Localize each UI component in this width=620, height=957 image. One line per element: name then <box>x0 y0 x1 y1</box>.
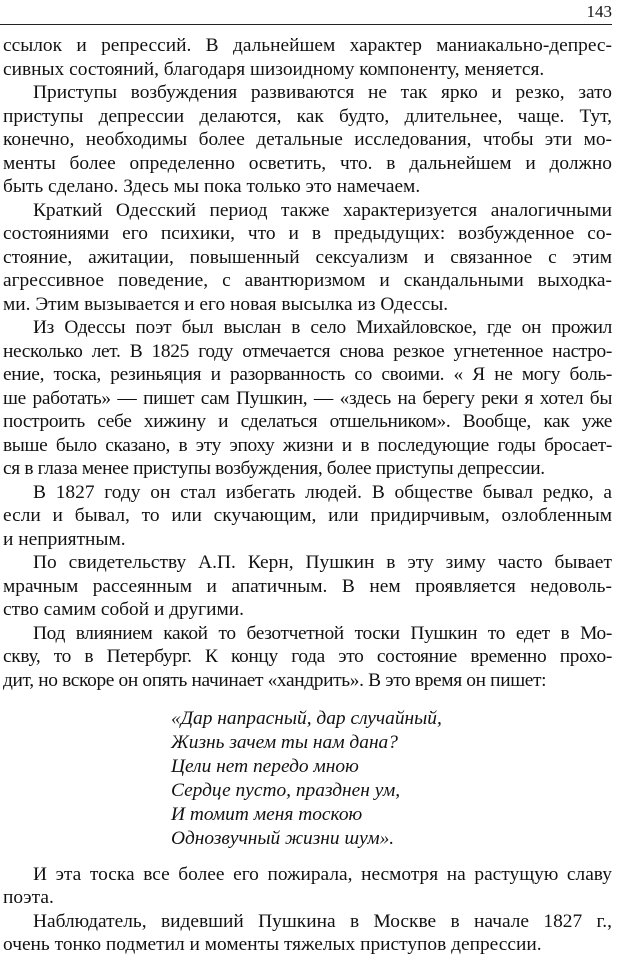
text-line: и неприятным. <box>3 528 126 550</box>
text-line: ше работать» — пишет сам Пушкин, — «здесь на берегу реки я хотел бы <box>3 387 612 409</box>
paragraph <box>3 551 612 622</box>
text-line: приступы депрессии делаются, как будто, длительнее, чаще. Тут, <box>3 105 612 127</box>
paragraph <box>3 910 612 957</box>
text-line: По свидетельству А.П. Керн, Пушкин в эту зиму часто бывает <box>33 552 612 573</box>
text-line: скву, то в Петербург. К концу года это состояние временно прохо- <box>3 646 612 667</box>
poem-line: Сердце пусто, празднен ум, <box>171 780 401 802</box>
text-line: ссылок и репрессий. В дальнейшем характер маниакально-депрес- <box>3 35 612 56</box>
text-line: конечно, необходимы более детальные исследования, чтобы эти мо- <box>3 129 612 150</box>
paragraph <box>3 199 612 317</box>
poem-line: Цели нет передо мною <box>171 756 359 778</box>
paragraph <box>3 622 612 693</box>
paragraph <box>3 863 612 910</box>
paragraph <box>3 481 612 552</box>
text-line: Приступы возбуждения развиваются не так ярко и резко, зато <box>33 82 612 103</box>
text-line: стояние, ажитации, повышенный сексуализм и связанное с этим <box>3 246 612 268</box>
poem-line: «Дар напрасный, дар случайный, <box>171 708 442 729</box>
text-line: ство самим собой и другими. <box>3 599 245 620</box>
header-rule <box>0 24 612 25</box>
text-line: несколько лет. В 1825 году отмечается снова резкое угнетенное настро- <box>3 340 612 362</box>
text-line: Из Одессы поэт был выслан в село Михайловское, где он прожил <box>33 317 612 338</box>
text-line: мрачным рассеянным и апатичным. В нем проявляется недоволь- <box>3 575 612 597</box>
text-line: ся в глаза менее приступы возбуждения, более приступы депрессии. <box>3 458 545 479</box>
text-line: построить себе хижину и сделаться отшельником». Вообще, как уже <box>3 411 612 432</box>
paragraph <box>3 316 612 481</box>
text-line: выше было сказано, в эту эпоху жизни и в последующие годы бросает- <box>3 434 612 456</box>
text-line: если и бывал, то или скучающим, или придирчивым, озлобленным <box>3 505 612 526</box>
text-line: менты более определенно осветить, что. в дальнейшем и должно <box>3 152 612 174</box>
text-line: поэта. <box>3 887 54 909</box>
poem-line: И томит меня тоскою <box>171 804 363 826</box>
text-line: быть сделано. Здесь мы пока только это намечаем. <box>3 176 421 197</box>
paragraph <box>3 81 612 199</box>
page-body <box>3 34 612 957</box>
paragraph <box>3 34 612 81</box>
text-line: В 1827 году он стал избегать людей. В обществе бывал редко, а <box>33 481 612 503</box>
text-line: ми. Этим вызывается и его новая высылка из Одессы. <box>3 293 449 315</box>
text-line: состояниями его психики, что и в предыдущих: возбужденное со- <box>3 223 612 244</box>
text-line: Краткий Одесский период также характеризуется аналогичными <box>33 199 612 221</box>
poem-quote <box>3 707 612 863</box>
text-line: Наблюдатель, видевший Пушкина в Москве в начале 1827 г., <box>33 910 612 932</box>
text-line: дит, но вскоре он опять начинает «хандрить». В это время он пишет: <box>3 669 547 691</box>
text-line: И эта тоска все более его пожирала, несмотря на растущую славу <box>33 863 612 885</box>
text-line: ение, тоска, резиньяция и разорванность со своими. « Я не могу боль- <box>3 364 612 385</box>
text-line: сивных состояний, благодаря шизоидному компоненту, меняется. <box>3 58 545 80</box>
page-number: 143 <box>586 2 612 21</box>
poem-line: Однозвучный жизни шум». <box>171 828 395 850</box>
text-line: Под влиянием какой то безотчетной тоски Пушкин то едет в Мо- <box>33 622 612 644</box>
text-line: очень тонко подметил и моменты тяжелых приступов депрессии. <box>3 934 542 956</box>
text-line: агрессивное поведение, с авантюризмом и скандальными выходка- <box>3 270 612 291</box>
poem-line: Жизнь зачем ты нам дана? <box>171 732 398 754</box>
